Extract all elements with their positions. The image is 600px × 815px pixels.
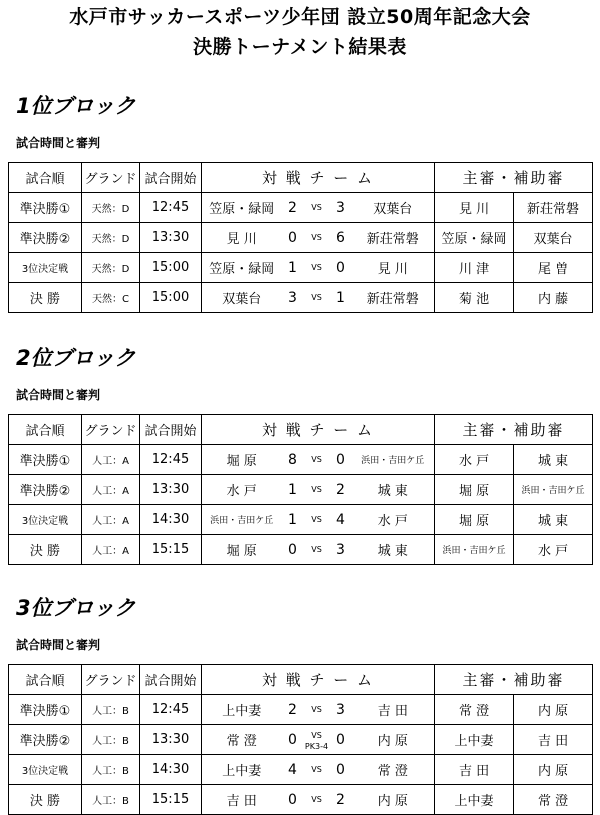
vs-text: VS bbox=[311, 764, 322, 774]
block-subtitle: 試合時間と審判 bbox=[16, 136, 101, 150]
match-order: 準決勝① bbox=[9, 445, 82, 475]
vs-label bbox=[304, 445, 330, 475]
referee-main: 浜田・吉田ケ丘 bbox=[435, 535, 514, 565]
team-b: 吉 田 bbox=[352, 695, 435, 725]
team-a: 堀 原 bbox=[202, 445, 282, 475]
header-referees: 主審・補助審 bbox=[435, 163, 593, 193]
start-time: 13:30 bbox=[140, 223, 202, 253]
referee-assistant: 浜田・吉田ケ丘 bbox=[514, 475, 593, 505]
block-title: 3位ブロック bbox=[16, 596, 136, 620]
ground: 人工：A bbox=[82, 475, 140, 505]
referee-assistant: 水 戸 bbox=[514, 535, 593, 565]
table-row bbox=[9, 475, 593, 505]
vs-label bbox=[304, 253, 330, 283]
team-b: 双葉台 bbox=[352, 193, 435, 223]
table-row bbox=[9, 193, 593, 223]
score-a: 0 bbox=[282, 725, 304, 755]
header-teams: 対 戦 チ ー ム bbox=[202, 163, 435, 193]
team-a: 堀 原 bbox=[202, 535, 282, 565]
score-a: 1 bbox=[282, 505, 304, 535]
vs-text: VS bbox=[311, 704, 322, 714]
ground: 人工：A bbox=[82, 535, 140, 565]
referee-main: 菊 池 bbox=[435, 283, 514, 313]
ground: 天然：D bbox=[82, 223, 140, 253]
referee-assistant: 尾 曽 bbox=[514, 253, 593, 283]
team-a: 浜田・吉田ケ丘 bbox=[202, 505, 282, 535]
match-order: 決 勝 bbox=[9, 535, 82, 565]
referee-assistant: 内 原 bbox=[514, 695, 593, 725]
vs-label bbox=[304, 193, 330, 223]
start-time: 15:00 bbox=[140, 283, 202, 313]
match-order: 決 勝 bbox=[9, 283, 82, 313]
team-a: 常 澄 bbox=[202, 725, 282, 755]
ground: 人工：B bbox=[82, 695, 140, 725]
referee-main: 上中妻 bbox=[435, 725, 514, 755]
table-row bbox=[9, 535, 593, 565]
ground: 人工：A bbox=[82, 445, 140, 475]
vs-label bbox=[304, 695, 330, 725]
referee-assistant: 城 東 bbox=[514, 445, 593, 475]
start-time: 12:45 bbox=[140, 193, 202, 223]
table-row bbox=[9, 695, 593, 725]
team-b: 新荘常磐 bbox=[352, 223, 435, 253]
team-a: 双葉台 bbox=[202, 283, 282, 313]
start-time: 13:30 bbox=[140, 475, 202, 505]
match-order: 3位決定戦 bbox=[9, 755, 82, 785]
start-time: 15:00 bbox=[140, 253, 202, 283]
score-a: 4 bbox=[282, 755, 304, 785]
document-subtitle: 決勝トーナメント結果表 bbox=[193, 36, 407, 58]
vs-text: VS bbox=[311, 484, 322, 494]
score-a: 1 bbox=[282, 475, 304, 505]
team-a: 笠原・緑岡 bbox=[202, 253, 282, 283]
score-a: 3 bbox=[282, 283, 304, 313]
header-teams: 対 戦 チ ー ム bbox=[202, 415, 435, 445]
table-row bbox=[9, 283, 593, 313]
referee-main: 堀 原 bbox=[435, 505, 514, 535]
team-a: 吉 田 bbox=[202, 785, 282, 815]
match-order: 準決勝① bbox=[9, 695, 82, 725]
results-table bbox=[8, 162, 593, 313]
team-b: 内 原 bbox=[352, 725, 435, 755]
referee-main: 上中妻 bbox=[435, 785, 514, 815]
score-b: 0 bbox=[330, 445, 352, 475]
score-a: 0 bbox=[282, 223, 304, 253]
ground: 人工：A bbox=[82, 505, 140, 535]
header-ground: グランド bbox=[82, 665, 140, 695]
score-b: 4 bbox=[330, 505, 352, 535]
document-title: 水戸市サッカースポーツ少年団 設立50周年記念大会 bbox=[69, 6, 531, 28]
ground: 人工：B bbox=[82, 755, 140, 785]
vs-text: VS bbox=[311, 544, 322, 554]
vs-label bbox=[304, 725, 330, 755]
start-time: 12:45 bbox=[140, 445, 202, 475]
match-order: 決 勝 bbox=[9, 785, 82, 815]
score-a: 2 bbox=[282, 695, 304, 725]
vs-text: VS bbox=[311, 292, 322, 302]
vs-label bbox=[304, 475, 330, 505]
vs-label bbox=[304, 223, 330, 253]
score-b: 0 bbox=[330, 725, 352, 755]
team-b: 常 澄 bbox=[352, 755, 435, 785]
start-time: 14:30 bbox=[140, 755, 202, 785]
referee-assistant: 双葉台 bbox=[514, 223, 593, 253]
header-start: 試合開始 bbox=[140, 665, 202, 695]
ground: 天然：C bbox=[82, 283, 140, 313]
start-time: 13:30 bbox=[140, 725, 202, 755]
block-subtitle: 試合時間と審判 bbox=[16, 388, 101, 402]
match-order: 準決勝② bbox=[9, 223, 82, 253]
team-a: 上中妻 bbox=[202, 755, 282, 785]
start-time: 14:30 bbox=[140, 505, 202, 535]
referee-assistant: 常 澄 bbox=[514, 785, 593, 815]
header-ground: グランド bbox=[82, 163, 140, 193]
team-b: 内 原 bbox=[352, 785, 435, 815]
vs-label bbox=[304, 755, 330, 785]
table-row bbox=[9, 505, 593, 535]
table-row bbox=[9, 253, 593, 283]
score-a: 1 bbox=[282, 253, 304, 283]
header-ground: グランド bbox=[82, 415, 140, 445]
referee-main: 笠原・緑岡 bbox=[435, 223, 514, 253]
results-table bbox=[8, 664, 593, 815]
table-row bbox=[9, 755, 593, 785]
vs-label bbox=[304, 535, 330, 565]
start-time: 15:15 bbox=[140, 785, 202, 815]
team-a: 水 戸 bbox=[202, 475, 282, 505]
referee-main: 堀 原 bbox=[435, 475, 514, 505]
score-b: 2 bbox=[330, 785, 352, 815]
ground: 人工：B bbox=[82, 725, 140, 755]
table-row bbox=[9, 223, 593, 253]
score-b: 0 bbox=[330, 253, 352, 283]
vs-text: VS bbox=[311, 262, 322, 272]
start-time: 12:45 bbox=[140, 695, 202, 725]
penalty-kick-result: PK3-4 bbox=[304, 741, 329, 751]
team-b: 城 東 bbox=[352, 475, 435, 505]
score-b: 6 bbox=[330, 223, 352, 253]
vs-text: VS bbox=[311, 454, 322, 464]
team-a: 上中妻 bbox=[202, 695, 282, 725]
vs-label bbox=[304, 283, 330, 313]
results-table bbox=[8, 414, 593, 565]
table-row bbox=[9, 785, 593, 815]
referee-assistant: 吉 田 bbox=[514, 725, 593, 755]
score-b: 3 bbox=[330, 695, 352, 725]
match-order: 3位決定戦 bbox=[9, 505, 82, 535]
team-b: 新荘常磐 bbox=[352, 283, 435, 313]
ground: 天然：D bbox=[82, 253, 140, 283]
table-row bbox=[9, 725, 593, 755]
team-a: 笠原・緑岡 bbox=[202, 193, 282, 223]
team-b: 水 戸 bbox=[352, 505, 435, 535]
referee-main: 見 川 bbox=[435, 193, 514, 223]
header-teams: 対 戦 チ ー ム bbox=[202, 665, 435, 695]
header-referees: 主審・補助審 bbox=[435, 415, 593, 445]
referee-assistant: 内 原 bbox=[514, 755, 593, 785]
score-a: 8 bbox=[282, 445, 304, 475]
header-start: 試合開始 bbox=[140, 163, 202, 193]
score-a: 2 bbox=[282, 193, 304, 223]
vs-text: VS bbox=[311, 232, 322, 242]
match-order: 準決勝② bbox=[9, 475, 82, 505]
header-order: 試合順 bbox=[9, 163, 82, 193]
vs-label bbox=[304, 785, 330, 815]
block-title: 1位ブロック bbox=[16, 94, 136, 118]
team-b: 見 川 bbox=[352, 253, 435, 283]
match-order: 準決勝① bbox=[9, 193, 82, 223]
score-a: 0 bbox=[282, 535, 304, 565]
block-subtitle: 試合時間と審判 bbox=[16, 638, 101, 652]
vs-text: VS bbox=[311, 514, 322, 524]
referee-main: 吉 田 bbox=[435, 755, 514, 785]
score-b: 2 bbox=[330, 475, 352, 505]
header-order: 試合順 bbox=[9, 665, 82, 695]
referee-assistant: 新荘常磐 bbox=[514, 193, 593, 223]
referee-main: 川 津 bbox=[435, 253, 514, 283]
team-a: 見 川 bbox=[202, 223, 282, 253]
match-order: 3位決定戦 bbox=[9, 253, 82, 283]
vs-text: VS bbox=[311, 794, 322, 804]
referee-assistant: 内 藤 bbox=[514, 283, 593, 313]
score-a: 0 bbox=[282, 785, 304, 815]
score-b: 1 bbox=[330, 283, 352, 313]
match-order: 準決勝② bbox=[9, 725, 82, 755]
table-row bbox=[9, 445, 593, 475]
header-referees: 主審・補助審 bbox=[435, 665, 593, 695]
referee-main: 常 澄 bbox=[435, 695, 514, 725]
header-order: 試合順 bbox=[9, 415, 82, 445]
ground: 天然：D bbox=[82, 193, 140, 223]
block-title: 2位ブロック bbox=[16, 346, 136, 370]
team-b: 城 東 bbox=[352, 535, 435, 565]
score-b: 3 bbox=[330, 535, 352, 565]
referee-main: 水 戸 bbox=[435, 445, 514, 475]
start-time: 15:15 bbox=[140, 535, 202, 565]
vs-text: VS bbox=[311, 202, 322, 212]
team-b: 浜田・吉田ケ丘 bbox=[352, 445, 435, 475]
score-b: 3 bbox=[330, 193, 352, 223]
referee-assistant: 城 東 bbox=[514, 505, 593, 535]
score-b: 0 bbox=[330, 755, 352, 785]
vs-text: VS bbox=[311, 730, 322, 740]
ground: 人工：B bbox=[82, 785, 140, 815]
header-start: 試合開始 bbox=[140, 415, 202, 445]
vs-label bbox=[304, 505, 330, 535]
